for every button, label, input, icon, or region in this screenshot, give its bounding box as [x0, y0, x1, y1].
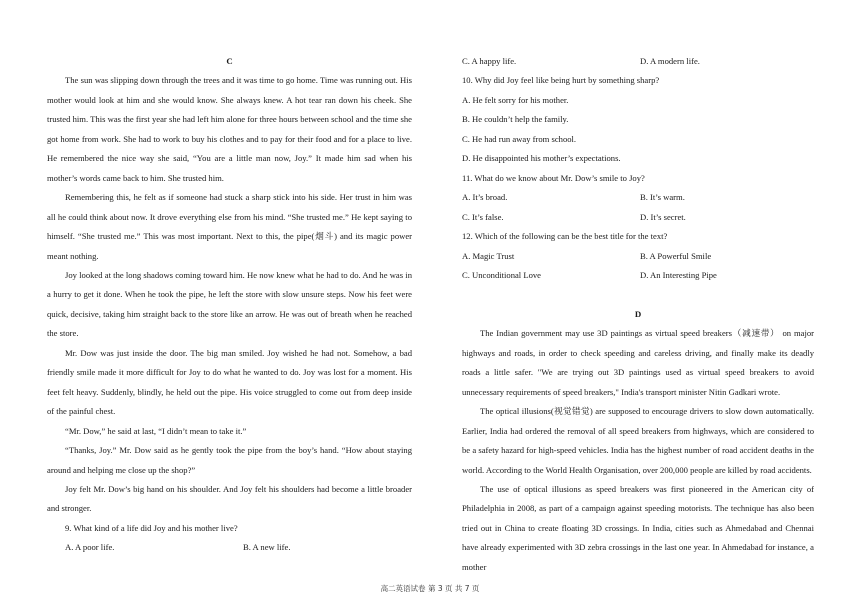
question-10-option-a: A. He felt sorry for his mother. — [462, 94, 569, 105]
question-12-options-cd — [462, 266, 814, 285]
passage-c-paragraph-2: Remembering this, he felt as if someone had stuck a sharp stick into his side. Her trust in him was all he could think about now. It drove everything else from his mind. “She trusted me.” He kept saying to himself. “She trusted me.” This was most important. Next to this, the pipe(烟斗) and its magic power meant nothing. — [47, 192, 412, 261]
question-9-option-d: D. A modern life. — [640, 56, 700, 66]
left-column — [47, 52, 412, 558]
question-11-stem: 11. What do we know about Mr. Dow’s smile to Joy? — [462, 172, 645, 183]
passage-c-paragraph-1: The sun was slipping down through the trees and it was time to go home. Time was running out. His mother would look at him and she would know. She always knew. A hot tear ran down his cheek. She trusted him. This was the first year she had left him alone for three hours between school and the time she got home from work. She had to work to buy his clothes and to pay for their food and for a place to live. He remembered the nice way she said, “You are a little man now, Joy.” It made him sad when his mother’s words came back to him. She trusted him. — [47, 75, 412, 183]
question-11-option-b: B. It’s warm. — [640, 192, 685, 203]
question-12-stem: 12. Which of the following can be the best title for the text? — [462, 231, 668, 242]
question-10-option-c: C. He had run away from school. — [462, 133, 577, 144]
question-12-option-b: B. A Powerful Smile — [640, 250, 712, 261]
passage-d-paragraph-3: The use of optical illusions as speed breakers was first pioneered in the American city of Philadelphia in 2008, as part of a campaign against speeding motorists. The technique has also been tried out in China to create floating 3D crossings. In India, cities such as Ahmedabad and Chennai have already experimented with 3D zebra crossings in the last one year. In Ahmedabad for instance, a mother — [462, 483, 814, 572]
question-12-options-ab — [462, 247, 814, 266]
passage-c-paragraph-6: “Thanks, Joy.” Mr. Dow said as he gently took the pipe from the boy’s hand. “How about staying around and helping me close up the shop?” — [47, 445, 412, 475]
question-9-option-a: A. A poor life. — [65, 542, 115, 553]
passage-d-paragraph-1: The Indian government may use 3D paintings as virtual speed breakers（减速带） on major highways and roads, in order to check speeding and careless driving, and finally make its deadly roads a little safer. "We are trying out 3D paintings used as virtual speed breakers to avoid unnecessary requirements of speed breakers," India's transport minister Nitin Gadkari wrote. — [462, 328, 814, 397]
question-9-option-c: C. A happy life. — [462, 56, 517, 66]
question-11-option-a: A. It’s broad. — [462, 192, 508, 203]
right-column — [462, 52, 814, 577]
passage-c-paragraph-5: “Mr. Dow,” he said at last, “I didn’t mean to take it.” — [65, 425, 247, 436]
question-12-option-c: C. Unconditional Love — [462, 269, 542, 280]
passage-c-heading: C — [226, 56, 233, 66]
passage-c-paragraph-3: Joy looked at the long shadows coming toward him. He now knew what he had to do. And he was in a hurry to get it done. When he took the pipe, he left the store with slow unsure steps. Now his feet were quick, decisive, taking him straight back to the store like an arrow. He was out of breath when he reached the store. — [47, 269, 412, 339]
question-9-option-b: B. A new life. — [243, 542, 291, 553]
passage-d-heading: D — [634, 308, 642, 319]
question-9-options-cd — [462, 52, 814, 71]
section-spacer — [462, 285, 814, 304]
question-10-stem: 10. Why did Joy feel like being hurt by something sharp? — [462, 75, 660, 86]
question-11-option-d: D. It’s secret. — [640, 211, 686, 222]
question-9-stem: 9. What kind of a life did Joy and his mother live? — [65, 522, 238, 533]
passage-d-paragraph-2: The optical illusions(视觉错觉) are supposed to encourage drivers to slow down automatically. Earlier, India had ordered the removal of all speed breakers from highways, which are considered to be a safety hazard for high-speed vehicles. India has the highest number of road accident deaths in the world. According to the World Health Organisation, over 200,000 people are killed by road accidents. — [462, 406, 814, 475]
question-11-options-ab — [462, 188, 814, 207]
question-11-option-c: C. It’s false. — [462, 211, 504, 222]
question-9-options-ab — [47, 538, 412, 557]
passage-c-paragraph-4: Mr. Dow was just inside the door. The big man smiled. Joy wished he had not. Somehow, a bad friendly smile made it more difficult for Joy to do what he wanted to do. Joy was lost for a moment. His feet felt heavy. Suddenly, blindly, he held out the pipe. His voice struggled to come out from deep inside of the painful chest. — [47, 347, 412, 417]
passage-c-paragraph-7: Joy felt Mr. Dow’s big hand on his shoulder. And Joy felt his shoulders had become a little broader and stronger. — [47, 483, 412, 514]
question-12-option-a: A. Magic Trust — [462, 250, 515, 261]
question-10-option-d: D. He disappointed his mother’s expectations. — [462, 153, 621, 164]
question-12-option-d: D. An Interesting Pipe — [640, 269, 717, 280]
question-10-option-b: B. He couldn’t help the family. — [462, 114, 569, 125]
question-11-options-cd — [462, 208, 814, 227]
page-footer: 高二英语试卷 第 3 页 共 7 页 — [380, 584, 480, 593]
